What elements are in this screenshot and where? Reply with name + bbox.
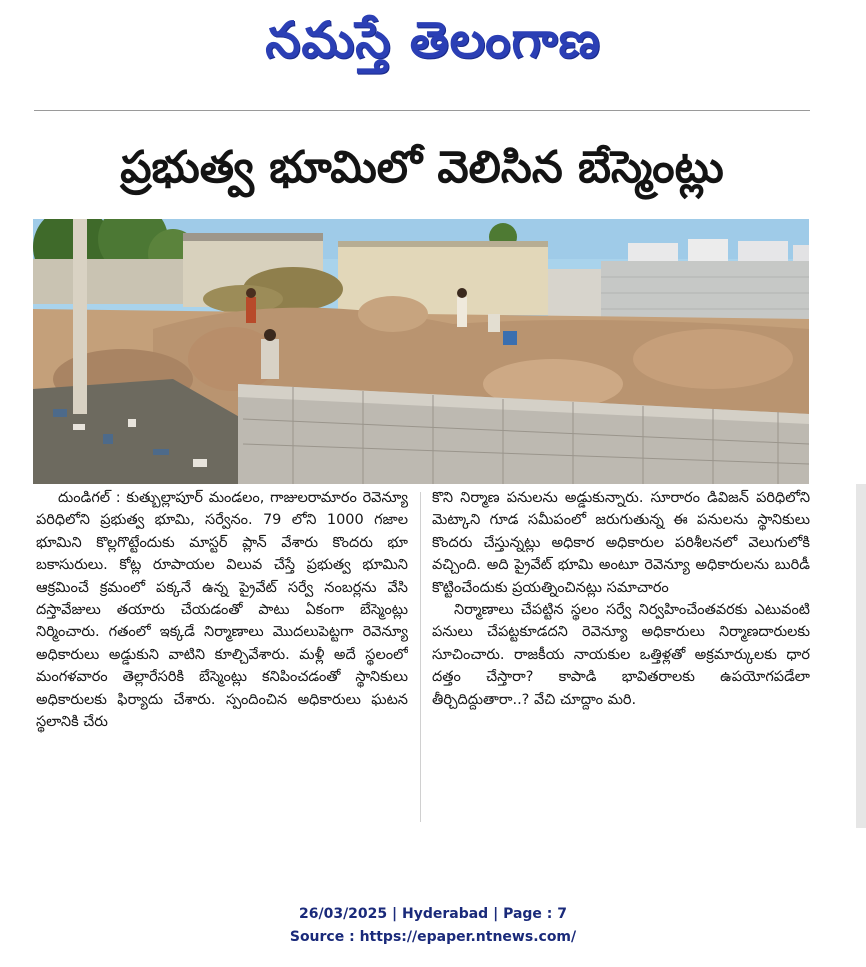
masthead-logo: నమస్తే తెలంగాణ xyxy=(265,11,601,69)
construction-site-photo xyxy=(33,219,809,484)
article-paragraph: కొని నిర్మాణ పనులను అడ్డుకున్నారు. సూరారం డివిజన్‌ పరిధిలోని మెట్కాని గూడ సమీపంలో జరుగుతున్న ఈ పనులను స్థానికులు కొందరు చేస్తున్నట్లు అధికార అధికారుల పరిశీలనలో వెలుగులోకి వచ్చింది. అది ప్రైవేట్‌ భూమి అంటూ రెవెన్యూ అధికారులను బురిడీ కొట్టించేందుకు ప్రయత్నించినట్లు సమాచారం xyxy=(432,490,810,596)
article-headline: ప్రభుత్వ భూమిలో వెలిసిన బేస్మెంట్లు xyxy=(120,142,724,193)
page-edge xyxy=(856,484,866,828)
article-paragraph: దుండిగల్‌ : కుత్బుల్లాపూర్‌ మండలం, గాజులరామారం రెవెన్యూ పరిధిలోని ప్రభుత్వ భూమి, సర్వేనం. 79 లోని 1000 గజాల భూమిని కొల్లగొట్టేందుకు మాస్టర్‌ ప్లాన్‌ వేశారు కొందరు భూ బకాసురులు. కోట్ల రూపాయల విలువ చేస్తే ప్రభుత్వ భూమిని ఆక్రమించే క్రమంలో పక్కనే ఉన్న ప్రైవేట్‌ సర్వే నంబర్లను వేసి దస్తావేజులు తయారు చేయడంతో పాటు ఏకంగా బేస్మెంట్లు నిర్మించారు. గతంలో ఇక్కడే నిర్మాణాలు మొదలుపెట్టగా రెవెన్యూ అధికారులు అడ్డుకుని వాటిని కూల్చివేశారు. మళ్లీ అదే స్థలంలో మంగళవారం తెల్లారేసరికి బేస్మెంట్లు కనిపించడంతో స్థానికులు అధికారులకు ఫిర్యాదు చేశారు. స్పందించిన అధికారులు ఘటన స్థలానికి చేరు xyxy=(36,490,408,731)
masthead-divider xyxy=(34,110,810,111)
footer-date-line: 26/03/2025 | Hyderabad | Page : 7 xyxy=(298,906,568,922)
column-divider xyxy=(420,492,421,822)
article-photo xyxy=(33,219,809,484)
article-column-left xyxy=(36,487,408,827)
article-column-right xyxy=(432,487,810,827)
footer-source-line: Source : https://epaper.ntnews.com/ xyxy=(289,929,577,945)
article-paragraph: నిర్మాణాలు చేపట్టిన స్థలం సర్వే నిర్వహించేంతవరకు ఎటువంటి పనులు చేపట్టకూడదని రెవెన్యూ అధికారులు నిర్మాణదారులకు సూచించారు. రాజకీయ నాయకుల ఒత్తిళ్లతో అక్రమార్కులకు ధార దత్తం చేస్తారా? కాపాడి భావితరాలకు ఉపయోగపడేలా తీర్చిదిద్దుతారా..? వేచి చూద్దాం మరి. xyxy=(432,602,810,708)
